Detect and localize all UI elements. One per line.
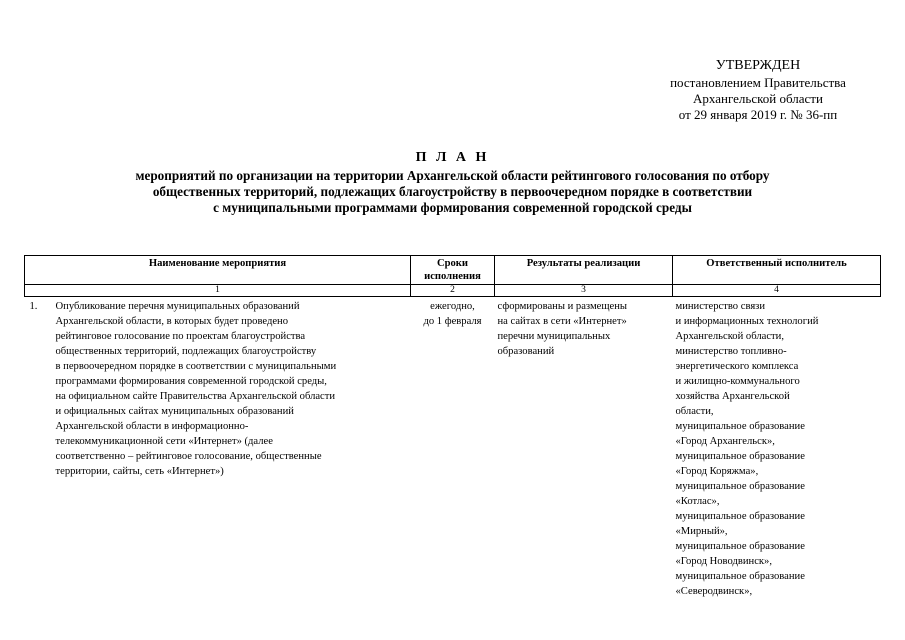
text-line: и жилищно-коммунального [675, 376, 800, 387]
text-line: телекоммуникационной сети «Интернет» (далее [55, 436, 273, 447]
text-line: муниципальное образование [675, 541, 805, 552]
text-line: «Город Архангельск», [675, 436, 775, 447]
text-line: программами формирования современной городской среды, [55, 376, 327, 387]
text-line: рейтинговое голосование по проектам благоустройства [55, 331, 306, 342]
plan-title: П Л А Н [415, 150, 490, 165]
text-line: Архангельской области, в которых будет проведено [55, 316, 289, 327]
text-line: территории, сайты, сеть «Интернет») [55, 466, 224, 477]
plan-subtitle-line: мероприятий по организации на территории Архангельской области рейтингового голосования по отбору [135, 168, 770, 183]
text-line: муниципальное образование [675, 481, 805, 492]
plan-subtitle-line: с муниципальными программами формирования современной городской среды [213, 200, 692, 215]
text-line: сформированы и размещены [497, 301, 627, 312]
cell-activity [25, 297, 411, 600]
activity-text [56, 299, 337, 479]
text-line: хозяйства Архангельской [675, 391, 790, 402]
header-executor: Ответственный исполнитель [673, 256, 881, 285]
column-number: 3 [495, 285, 673, 297]
text-line: и информационных технологий [675, 316, 819, 327]
text-line: на сайтах в сети «Интернет» [497, 316, 627, 327]
text-line: «Город Коряжма», [675, 466, 759, 477]
text-line: в первоочередном порядке в соответствии с муниципальными [55, 361, 337, 372]
approval-heading: УТВЕРЖДЕН [715, 58, 801, 73]
plan-subtitle [60, 168, 845, 216]
text-line: области, [675, 406, 714, 417]
header-term: Сроки исполнения [411, 256, 495, 285]
text-line: «Котлас», [675, 496, 720, 507]
column-number: 1 [25, 285, 411, 297]
text-line: муниципальное образование [675, 571, 805, 582]
text-line: Архангельской области в информационно- [55, 421, 249, 432]
approval-line: от 29 января 2019 г. № 36-пп [678, 107, 838, 122]
text-line: соответственно – рейтинговое голосование, общественные [55, 451, 322, 462]
text-line: «Город Новодвинск», [675, 556, 773, 567]
table-row [25, 297, 881, 600]
text-line: Архангельской области, [675, 331, 784, 342]
text-line: муниципальное образование [675, 451, 805, 462]
plan-subtitle-line: общественных территорий, подлежащих благоустройству в первоочередном порядке в соответствии [152, 184, 753, 199]
text-line: «Северодвинск», [675, 586, 753, 597]
text-line: муниципальное образование [675, 421, 805, 432]
text-line: перечни муниципальных [497, 331, 611, 342]
text-line: ежегодно, [430, 301, 475, 312]
text-line: муниципальное образование [675, 511, 805, 522]
plan-table [24, 255, 881, 599]
text-line: «Мирный», [675, 526, 728, 537]
text-line: и официальных сайтах муниципальных образований [55, 406, 294, 417]
approval-line: постановлением Правительства [670, 75, 846, 90]
column-number: 2 [411, 285, 495, 297]
text-line: образований [497, 346, 555, 357]
text-line: министерство связи [675, 301, 766, 312]
header-name: Наименование мероприятия [25, 256, 411, 285]
column-number: 4 [673, 285, 881, 297]
text-line: министерство топливно- [675, 346, 787, 357]
text-line: на официальном сайте Правительства Архангельской области [55, 391, 336, 402]
row-number: 1. [29, 301, 38, 312]
text-line: Опубликование перечня муниципальных образований [55, 301, 300, 312]
approval-line: Архангельской области [693, 91, 823, 106]
approval-block [636, 58, 880, 123]
cell-executor [673, 297, 881, 600]
text-line: до 1 февраля [423, 316, 482, 327]
header-result: Результаты реализации [495, 256, 673, 285]
cell-term [411, 297, 495, 600]
text-line: общественных территорий, подлежащих благоустройству [55, 346, 317, 357]
cell-result [495, 297, 673, 600]
text-line: энергетического комплекса [675, 361, 799, 372]
